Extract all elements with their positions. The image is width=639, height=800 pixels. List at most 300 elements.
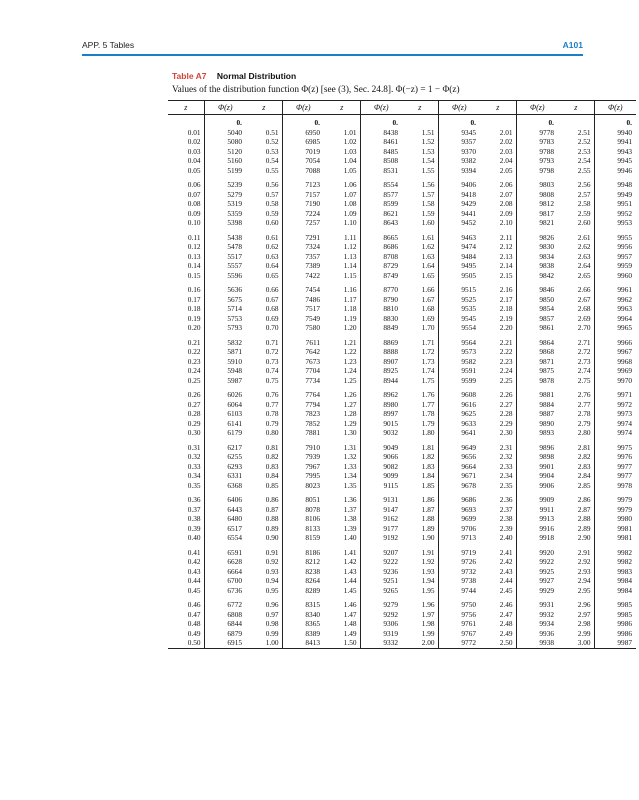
phi-cell: 9871 (516, 357, 558, 367)
z-cell: 1.62 (421, 242, 435, 251)
phi-cell: 7580 (282, 323, 324, 333)
phi-cell: 7549 (282, 314, 324, 324)
phi-cell: 9265 (360, 586, 402, 596)
phi-cell: 5987 (204, 376, 246, 386)
z-cell: 2.88 (577, 514, 591, 523)
phi-cell: 8461 (360, 137, 402, 147)
table-row (168, 228, 636, 243)
running-head (82, 40, 583, 54)
table-row (168, 505, 636, 515)
table-row (168, 462, 636, 472)
phi-cell: 9656 (438, 452, 480, 462)
phi-cell: 7642 (282, 347, 324, 357)
z-cell: 1.09 (343, 208, 357, 218)
z-cell: 0.19 (187, 313, 201, 323)
phi-cell: 9976 (594, 452, 636, 462)
phi-cell: 7224 (282, 209, 324, 219)
table-row (168, 271, 636, 281)
phi-cell: 8643 (360, 218, 402, 228)
table-row (168, 333, 636, 348)
phi-cell: 9932 (516, 610, 558, 620)
z-cell: 0.68 (265, 304, 279, 313)
lead-cell: 0. (438, 115, 480, 128)
phi-cell: 9429 (438, 199, 480, 209)
z-cell: 0.67 (265, 294, 279, 304)
phi-cell: 8849 (360, 323, 402, 333)
phi-cell: 8023 (282, 481, 324, 491)
phi-cell: 9738 (438, 576, 480, 586)
z-cell: 1.71 (421, 337, 435, 347)
z-cell: 2.47 (499, 609, 513, 619)
z-cell: 0.84 (265, 471, 279, 480)
phi-cell: 9726 (438, 557, 480, 567)
z-cell: 0.87 (265, 504, 279, 514)
phi-cell: 5636 (204, 280, 246, 295)
z-cell: 2.39 (499, 523, 513, 533)
table-row (168, 385, 636, 400)
phi-cell: 9772 (438, 638, 480, 648)
phi-cell: 5871 (204, 347, 246, 357)
phi-cell: 9484 (438, 252, 480, 262)
z-cell: 0.10 (187, 218, 201, 227)
z-cell: 1.21 (343, 337, 357, 347)
z-cell: 0.76 (265, 390, 279, 399)
table-row (168, 490, 636, 505)
phi-cell: 5478 (204, 242, 246, 252)
phi-cell: 9861 (516, 323, 558, 333)
table-row (168, 610, 636, 620)
phi-column-header: Φ(z) (438, 101, 480, 115)
phi-cell: 7995 (282, 471, 324, 481)
z-cell: 1.78 (421, 409, 435, 418)
z-cell: 2.64 (577, 261, 591, 270)
z-cell: 0.70 (265, 323, 279, 332)
phi-cell: 9554 (438, 323, 480, 333)
z-cell: 2.89 (577, 523, 591, 533)
phi-cell: 9966 (594, 333, 636, 348)
z-cell: 2.09 (499, 208, 513, 218)
z-cell: 0.92 (265, 557, 279, 566)
phi-cell: 9633 (438, 419, 480, 429)
z-cell: 1.22 (343, 347, 357, 356)
phi-cell: 9951 (594, 199, 636, 209)
z-cell: 2.75 (577, 375, 591, 385)
z-cell: 2.22 (499, 347, 513, 356)
phi-cell: 9971 (594, 385, 636, 400)
phi-cell: 8729 (360, 261, 402, 271)
table-row (168, 252, 636, 262)
z-cell: 1.56 (421, 180, 435, 189)
z-cell: 2.71 (577, 337, 591, 347)
phi-cell: 9452 (438, 218, 480, 228)
z-cell: 0.49 (187, 628, 201, 638)
phi-cell: 9032 (360, 428, 402, 438)
normal-distribution-table (168, 100, 632, 649)
z-cell: 0.08 (187, 199, 201, 208)
phi-cell: 6368 (204, 481, 246, 491)
z-cell: 0.23 (187, 356, 201, 366)
phi-cell: 7794 (282, 400, 324, 410)
phi-cell: 9960 (594, 271, 636, 281)
phi-cell: 5319 (204, 199, 246, 209)
phi-cell: 9941 (594, 137, 636, 147)
phi-cell: 9842 (516, 271, 558, 281)
table-row (168, 452, 636, 462)
z-cell: 2.35 (499, 480, 513, 490)
z-cell: 1.48 (343, 619, 357, 628)
phi-cell: 9918 (516, 533, 558, 543)
z-cell: 1.92 (421, 557, 435, 566)
table-row (168, 524, 636, 534)
phi-cell: 8554 (360, 175, 402, 190)
phi-cell: 9953 (594, 218, 636, 228)
header-rule (82, 54, 583, 56)
z-cell: 1.95 (421, 585, 435, 595)
z-cell: 0.12 (187, 242, 201, 251)
phi-cell: 9957 (594, 252, 636, 262)
phi-cell: 9963 (594, 304, 636, 314)
phi-cell: 9984 (594, 576, 636, 586)
z-cell: 2.13 (499, 251, 513, 261)
z-cell: 0.04 (187, 156, 201, 165)
phi-cell: 8289 (282, 586, 324, 596)
phi-cell: 5714 (204, 304, 246, 314)
table-row (168, 567, 636, 577)
phi-cell: 9357 (438, 137, 480, 147)
phi-cell: 9913 (516, 514, 558, 524)
phi-cell: 9115 (360, 481, 402, 491)
z-cell: 2.37 (499, 504, 513, 514)
phi-cell: 9922 (516, 557, 558, 567)
z-cell: 1.11 (344, 232, 357, 242)
z-cell: 2.86 (577, 495, 591, 504)
phi-cell: 9962 (594, 295, 636, 305)
phi-cell: 9969 (594, 366, 636, 376)
z-cell: 0.09 (187, 208, 201, 218)
table-row (168, 409, 636, 419)
phi-cell: 9817 (516, 209, 558, 219)
phi-cell: 9940 (594, 128, 636, 138)
z-cell: 0.30 (187, 428, 201, 437)
phi-cell: 6179 (204, 428, 246, 438)
z-cell: 1.77 (421, 399, 435, 409)
z-cell: 0.16 (187, 285, 201, 294)
z-cell: 2.90 (577, 533, 591, 542)
phi-cell: 9983 (594, 567, 636, 577)
z-cell: 3.00 (558, 638, 594, 648)
z-cell: 0.74 (265, 366, 279, 375)
z-cell: 1.87 (421, 504, 435, 514)
table-row (168, 586, 636, 596)
z-cell: 2.31 (499, 442, 513, 452)
z-cell: 2.99 (577, 628, 591, 638)
phi-cell: 8980 (360, 400, 402, 410)
phi-column-header: Φ(z) (204, 101, 246, 115)
z-cell: 1.76 (421, 390, 435, 399)
z-cell: 0.24 (187, 366, 201, 375)
z-cell: 2.21 (499, 337, 513, 347)
z-cell: 2.85 (577, 480, 591, 490)
phi-cell: 5596 (204, 271, 246, 281)
phi-cell: 6141 (204, 419, 246, 429)
z-cell: 0.96 (265, 600, 279, 609)
z-cell: 0.65 (265, 270, 279, 280)
running-head-section: APP. 5 Tables (82, 40, 135, 50)
z-cell: 0.81 (265, 442, 279, 452)
z-cell: 1.98 (421, 619, 435, 628)
phi-cell: 9968 (594, 357, 636, 367)
z-cell: 2.18 (499, 304, 513, 313)
phi-cell: 8078 (282, 505, 324, 515)
phi-cell: 9975 (594, 438, 636, 453)
z-cell: 0.54 (265, 156, 279, 165)
z-cell: 1.33 (343, 461, 357, 471)
phi-cell: 8212 (282, 557, 324, 567)
z-cell: 2.07 (499, 189, 513, 199)
phi-cell: 9719 (438, 543, 480, 558)
phi-cell: 9826 (516, 228, 558, 243)
z-cell: 2.46 (499, 600, 513, 609)
z-cell: 1.38 (343, 514, 357, 523)
z-cell: 2.92 (577, 557, 591, 566)
z-cell: 1.75 (421, 375, 435, 385)
z-cell: 0.61 (265, 232, 279, 242)
phi-cell: 9857 (516, 314, 558, 324)
table-row (168, 242, 636, 252)
table-row (168, 438, 636, 453)
phi-cell: 9854 (516, 304, 558, 314)
z-cell: 1.32 (343, 452, 357, 461)
phi-cell: 5948 (204, 366, 246, 376)
phi-column-header: Φ(z) (516, 101, 558, 115)
z-cell: 2.20 (499, 323, 513, 332)
z-cell: 0.25 (187, 375, 201, 385)
phi-cell: 9916 (516, 524, 558, 534)
phi-cell: 9911 (516, 505, 558, 515)
z-cell: 2.01 (499, 127, 513, 137)
z-cell: 2.95 (577, 585, 591, 595)
phi-cell: 6628 (204, 557, 246, 567)
z-column-header: z (558, 101, 594, 115)
z-cell: 2.25 (499, 375, 513, 385)
table-header-row (168, 101, 636, 115)
phi-cell: 6554 (204, 533, 246, 543)
phi-cell: 9515 (438, 280, 480, 295)
phi-cell: 9938 (516, 638, 558, 648)
phi-cell: 9952 (594, 209, 636, 219)
z-cell: 2.05 (499, 165, 513, 175)
z-cell: 1.84 (421, 471, 435, 480)
z-cell: 1.65 (421, 270, 435, 280)
z-cell: 1.14 (343, 261, 357, 270)
phi-cell: 6331 (204, 471, 246, 481)
z-cell: 0.91 (265, 547, 279, 557)
phi-cell: 9830 (516, 242, 558, 252)
phi-cell: 8925 (360, 366, 402, 376)
z-cell: 0.02 (187, 137, 201, 146)
z-cell: 1.28 (343, 409, 357, 418)
z-cell: 0.28 (187, 409, 201, 418)
z-cell: 2.33 (499, 461, 513, 471)
phi-cell: 7389 (282, 261, 324, 271)
lead-cell: 0. (516, 115, 558, 128)
z-cell: 1.17 (343, 294, 357, 304)
z-cell: 1.91 (421, 547, 435, 557)
phi-cell: 5359 (204, 209, 246, 219)
phi-cell: 8770 (360, 280, 402, 295)
z-cell: 2.53 (577, 146, 591, 156)
z-cell: 1.94 (421, 576, 435, 585)
phi-cell: 7486 (282, 295, 324, 305)
phi-cell: 9974 (594, 428, 636, 438)
z-cell: 0.47 (187, 609, 201, 619)
z-cell: 0.73 (265, 356, 279, 366)
lead-cell: 0. (360, 115, 402, 128)
table-row (168, 471, 636, 481)
z-cell: 1.79 (421, 418, 435, 428)
table-row (168, 347, 636, 357)
z-cell: 2.26 (499, 390, 513, 399)
phi-cell: 9251 (360, 576, 402, 586)
phi-cell: 9418 (438, 190, 480, 200)
table-row (168, 323, 636, 333)
z-cell: 0.51 (265, 127, 279, 137)
z-cell: 2.32 (499, 452, 513, 461)
phi-cell: 9049 (360, 438, 402, 453)
z-cell: 0.95 (265, 585, 279, 595)
z-cell: 1.01 (343, 127, 357, 137)
phi-cell: 9222 (360, 557, 402, 567)
z-cell: 2.81 (577, 442, 591, 452)
z-cell: 0.99 (265, 628, 279, 638)
phi-cell: 9927 (516, 576, 558, 586)
phi-cell: 9965 (594, 323, 636, 333)
lead-cell: 0. (282, 115, 324, 128)
phi-cell: 6064 (204, 400, 246, 410)
phi-cell: 8708 (360, 252, 402, 262)
phi-cell: 9959 (594, 261, 636, 271)
z-cell: 1.72 (421, 347, 435, 356)
z-cell: 0.90 (265, 533, 279, 542)
z-cell: 0.86 (265, 495, 279, 504)
z-cell: 2.19 (499, 313, 513, 323)
table-row (168, 428, 636, 438)
z-cell: 1.40 (343, 533, 357, 542)
phi-cell: 5040 (204, 128, 246, 138)
phi-cell: 9699 (438, 514, 480, 524)
z-cell: 2.82 (577, 452, 591, 461)
table-row (168, 137, 636, 147)
phi-cell: 6103 (204, 409, 246, 419)
table-row (168, 400, 636, 410)
phi-cell: 9961 (594, 280, 636, 295)
phi-cell: 9982 (594, 557, 636, 567)
z-cell: 0.60 (265, 218, 279, 227)
table-row (168, 304, 636, 314)
z-cell: 0.39 (187, 523, 201, 533)
z-cell: 0.21 (187, 337, 201, 347)
phi-cell: 9812 (516, 199, 558, 209)
phi-cell: 9977 (594, 462, 636, 472)
phi-cell: 9887 (516, 409, 558, 419)
phi-cell: 9767 (438, 629, 480, 639)
z-cell: 2.17 (499, 294, 513, 304)
table-row (168, 543, 636, 558)
phi-cell: 9945 (594, 156, 636, 166)
phi-cell: 9671 (438, 471, 480, 481)
phi-cell: 9850 (516, 295, 558, 305)
phi-cell: 5910 (204, 357, 246, 367)
phi-cell: 9979 (594, 505, 636, 515)
phi-cell: 9292 (360, 610, 402, 620)
phi-cell: 8577 (360, 190, 402, 200)
phi-cell: 9306 (360, 619, 402, 629)
z-cell: 2.16 (499, 285, 513, 294)
phi-cell: 5160 (204, 156, 246, 166)
z-cell: 0.37 (187, 504, 201, 514)
phi-cell: 9706 (438, 524, 480, 534)
z-cell: 1.97 (421, 609, 435, 619)
phi-cell: 7852 (282, 419, 324, 429)
phi-cell: 9973 (594, 409, 636, 419)
z-cell: 1.51 (421, 127, 435, 137)
z-cell: 1.85 (421, 480, 435, 490)
phi-cell: 9599 (438, 376, 480, 386)
phi-cell: 6406 (204, 490, 246, 505)
phi-cell: 5080 (204, 137, 246, 147)
z-cell: 1.13 (343, 251, 357, 261)
phi-cell: 5120 (204, 147, 246, 157)
z-cell: 0.53 (265, 146, 279, 156)
z-cell: 1.93 (421, 566, 435, 576)
z-cell: 0.48 (187, 619, 201, 628)
z-cell: 2.40 (499, 533, 513, 542)
z-cell: 2.06 (499, 180, 513, 189)
z-cell: 2.45 (499, 585, 513, 595)
z-cell: 1.29 (343, 418, 357, 428)
phi-cell: 9946 (594, 166, 636, 176)
phi-cell: 7019 (282, 147, 324, 157)
phi-cell: 6517 (204, 524, 246, 534)
table-name: Normal Distribution (216, 71, 297, 81)
phi-cell: 8869 (360, 333, 402, 348)
z-cell: 0.55 (265, 165, 279, 175)
z-cell: 2.62 (577, 242, 591, 251)
z-cell: 2.59 (577, 208, 591, 218)
z-cell: 1.49 (343, 628, 357, 638)
phi-cell: 9394 (438, 166, 480, 176)
z-cell: 1.31 (343, 442, 357, 452)
phi-cell: 5199 (204, 166, 246, 176)
phi-cell: 9564 (438, 333, 480, 348)
z-cell: 2.44 (499, 576, 513, 585)
lead-cell (246, 115, 282, 128)
table-row (168, 557, 636, 567)
phi-cell: 9207 (360, 543, 402, 558)
z-cell: 0.17 (187, 294, 201, 304)
phi-cell: 6736 (204, 586, 246, 596)
table-row (168, 376, 636, 386)
phi-cell: 9345 (438, 128, 480, 138)
phi-cell: 9082 (360, 462, 402, 472)
z-cell: 2.60 (577, 218, 591, 227)
phi-cell: 9904 (516, 471, 558, 481)
lead-cell (168, 115, 204, 128)
phi-cell: 9474 (438, 242, 480, 252)
phi-cell: 9893 (516, 428, 558, 438)
phi-cell: 8962 (360, 385, 402, 400)
z-cell: 1.34 (343, 471, 357, 480)
